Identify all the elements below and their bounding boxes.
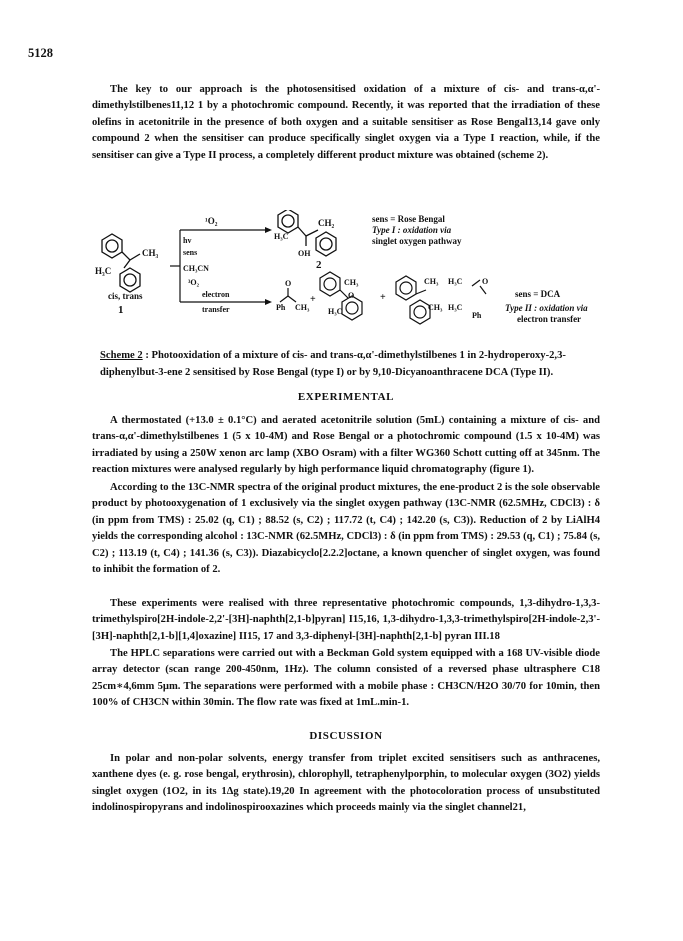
intro-paragraph: The key to our approach is the photosensitised oxidation of a mixture of cis- and trans-α,α'-dimethylstilbenes11,12 1 by a photochromic compound. Recently, it was reported that the irradiation of these olefins in acetonitrile in the presence of both oxygen and a suitable sensitiser as Rose Bengal13,14 gave only compound 2 when the sensitiser can produce specifically singlet oxygen via a Type I reaction, while, if the sensitiser can give a Type II process, a completely different product mixture was obtained (scheme 2).	[92, 84, 600, 161]
experimental-paragraph-2: According to the 13C-NMR spectra of the original product mixtures, the ene-product 2 is the sole observable product by photooxygenation of 1 exclusively via the singlet oxygen pathway (13C-NMR (62.5MHz, CDCl3) : δ (in ppm from TMS) : 25.02 (q, C1) ; 88.52 (s, C2) ; 117.72 (t, C4) ; 142.20 (s, C3)). Reduction of 2 by LiAlH4 yields the corresponding alcohol : 13C-NMR (62.5MHz, CDCl3) : δ (in ppm from TMS) : 29.53 (q, C1) ; 75.84 (s, C2) ; 113.19 (t, C4) ; 141.36 (s, C3)). Diazabicyclo[2.2.2]octane, a known quencher of singlet oxygen, was found to inhibit the formation of 2.	[92, 482, 600, 576]
compound-2-label: 2	[316, 259, 322, 271]
triplet-oxygen-label: ³O₂	[188, 278, 200, 287]
stilbene-structure	[102, 234, 140, 292]
p3-ph: Ph	[472, 311, 482, 320]
scheme-2-diagram	[80, 210, 620, 340]
hv-label: hv	[183, 236, 192, 245]
ph-label: Ph	[276, 303, 286, 312]
p3-h3c: H₃C	[448, 277, 463, 286]
plus-sign-2: +	[380, 292, 386, 303]
scheme-caption	[100, 347, 590, 381]
p3-ch3-b: CH₃	[428, 303, 443, 312]
p3-ch3: CH₃	[424, 277, 439, 286]
p3-o: O	[482, 277, 489, 286]
experimental-paragraph-4: The HPLC separations were carried out with a Beckman Gold system equipped with a 168 UV-visible diode array detector (scan range 200-450nm, 1Hz). The column consisted of a reversed phase ultrasphere C18 25cm∗4,6mm 5µm. The separations were performed with a mobile phase : CH3CN/H2O 30/70 for 10min, then 100% of CH3CN within 30min. The flow rate was fixed at 1mL.min-1.	[92, 648, 600, 709]
type1-line2: singlet oxygen pathway	[372, 236, 462, 246]
arrow-head-icon	[265, 299, 272, 305]
singlet-oxygen-label: ¹O₂	[205, 216, 218, 226]
p2-ch3: CH₃	[344, 278, 359, 287]
arrow-head-icon	[265, 227, 272, 233]
experimental-heading: EXPERIMENTAL	[297, 391, 395, 403]
transfer-label: transfer	[202, 305, 230, 314]
experimental-paragraph-1: A thermostated (+13.0 ± 0.1°C) and aerated acetonitrile solution (5mL) containing a mixture of cis- and trans-α,α'-dimethylstilbenes 1 (5 x 10-4M) and Rose Bengal or a photochromic compound (1.5 x 10-4M) was irradiated by using a 250W xenon arc lamp (XBO Osram) with a filter WG360 Schott cutting off at 345nm. The reaction mixtures were analysed regularly by high performance liquid chromatography (figure 1).	[92, 415, 600, 476]
product-h3c: H₃C	[274, 232, 289, 241]
type2-line1: Type II : oxidation via	[505, 303, 588, 313]
scheme-caption-text: : Photooxidation of a mixture of cis- and trans-α,α'-dimethylstilbenes 1 in 2-hydroperoxy-2,3-diphenylbut-3-ene 2 sensitised by Rose Bengal (type I) or by 9,10-Dicyanoanthracene DCA (Type II).	[100, 350, 566, 378]
solvent-label: CH₃CN	[183, 264, 209, 273]
reactant-ch3: CH₃	[142, 248, 159, 258]
reactant-h3c: H₃C	[95, 266, 112, 276]
page-number: 5128	[28, 46, 53, 60]
type1-line1: Type I : oxidation via	[372, 225, 452, 235]
scheme-caption-label: Scheme 2	[100, 350, 143, 361]
p3-h3c-b: H₃C	[448, 303, 463, 312]
compound-1-label: 1	[118, 304, 124, 316]
discussion-heading: DISCUSSION	[309, 730, 383, 742]
p2-o: O	[348, 291, 355, 300]
electron-label: electron	[202, 290, 230, 299]
reactant-cis-trans: cis, trans	[108, 291, 143, 301]
product-oh: OH	[298, 249, 311, 258]
discussion-paragraph-1: In polar and non-polar solvents, energy transfer from triplet excited sensitisers such as anthracenes, xanthene dyes (e. g. rose bengal, erythrosin), chlorophyll, tetraphenylporphin, to molecular oxygen (3O2) yields singlet oxygen (1O2, in its 1Δg state).19,20 In agreement with the photocoloration process of unsubstituted indolinospiropyrans and indolinospirooxazines which proceeds mainly via the singlet channel21,	[92, 753, 600, 814]
sens-rose-bengal: sens = Rose Bengal	[372, 214, 445, 224]
type2-line2: electron transfer	[517, 314, 582, 324]
p2-h3c: H₃C	[328, 307, 343, 316]
product-ch2: CH₂	[318, 218, 335, 228]
ketone-o: O	[285, 279, 292, 288]
plus-sign-1: +	[310, 294, 316, 305]
sens-label: sens	[183, 248, 198, 257]
sens-dca: sens = DCA	[515, 289, 561, 299]
experimental-paragraph-3: These experiments were realised with three representative photochromic compounds, 1,3-dihydro-1,3,3-trimethylspiro[2H-indole-2,2'-[3H]-naphth[2,1-b]pyran] I15,16, 1,3-dihydro-1,3,3-trimethylspiro[2H-indole-2,3'-[3H]-naphth[2,1-b][1,4]oxazine] II15, 17 and 3,3-diphenyl-[3H]-naphth[2,1-b] pyran III.18	[92, 598, 600, 642]
ketone-ch3: CH₃	[295, 303, 310, 312]
